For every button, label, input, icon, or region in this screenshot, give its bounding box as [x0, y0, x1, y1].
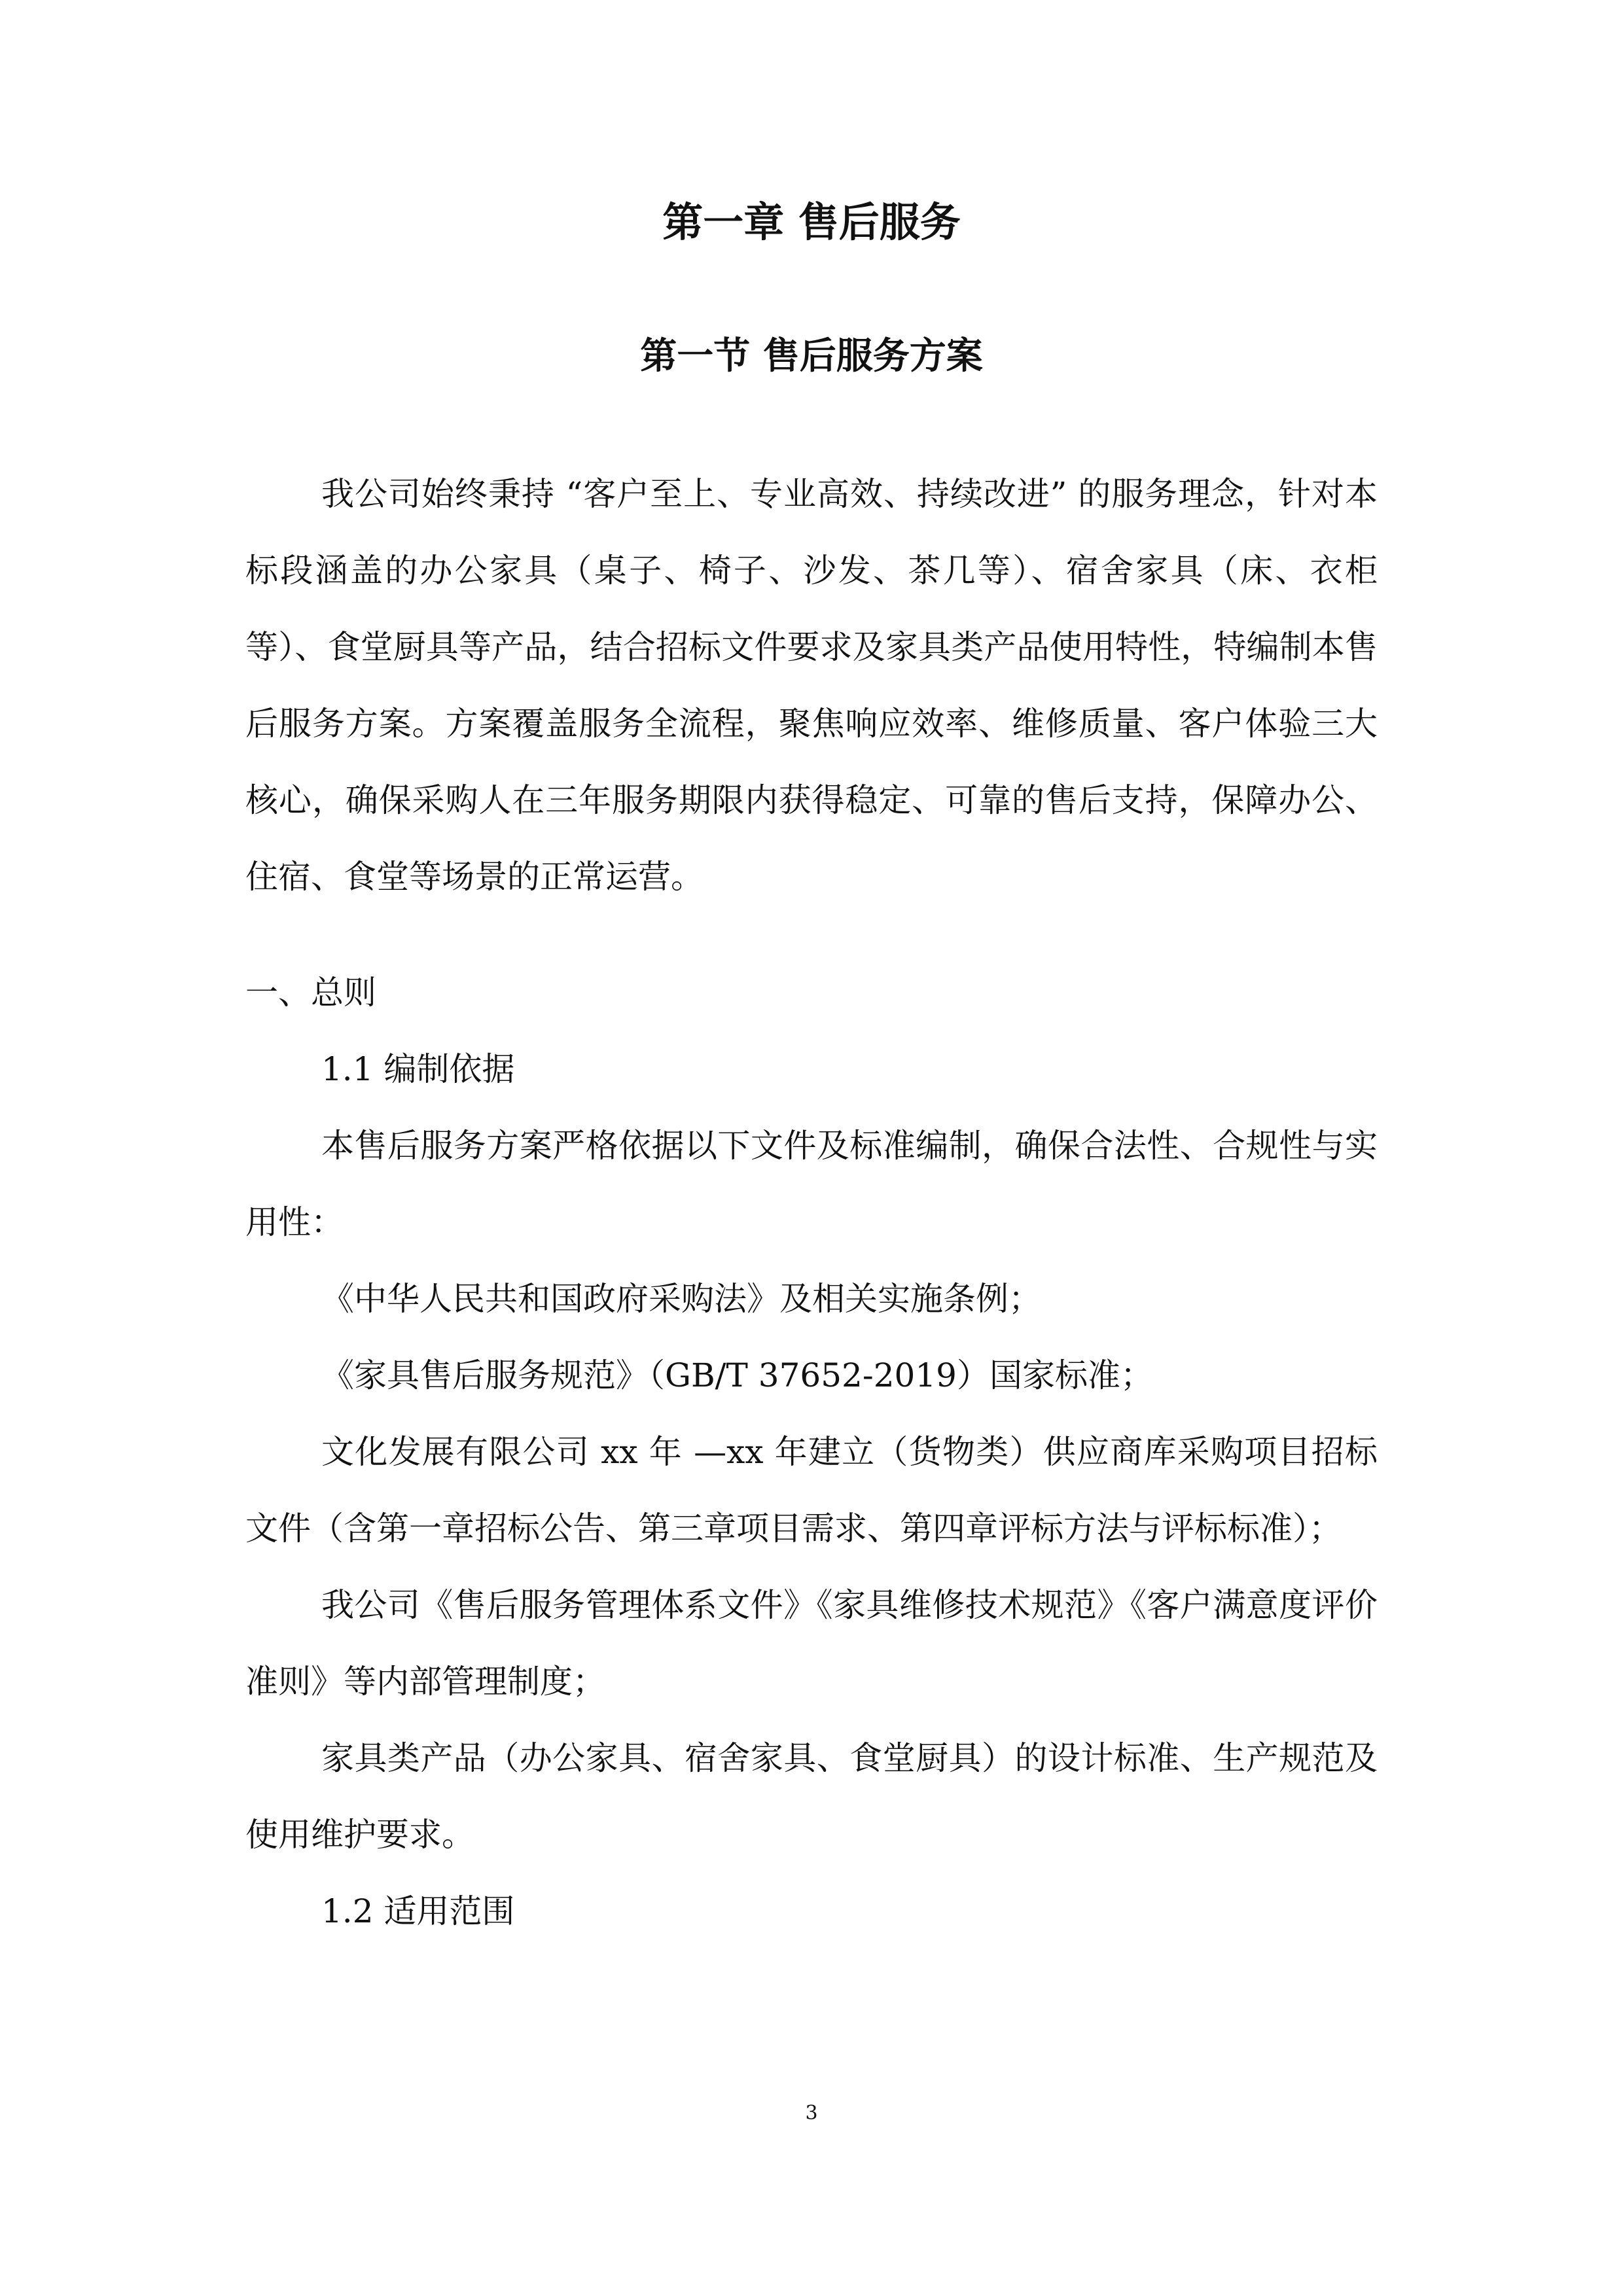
basis-item: 我公司《售后服务管理体系文件》《家具维修技术规范》《客户满意度评价准则》等内部管理制度； [245, 1586, 1378, 1701]
basis-item: 家具类产品（办公家具、宿舍家具、食堂厨具）的设计标准、生产规范及使用维护要求。 [245, 1739, 1378, 1854]
chapter-title: 第一章 售后服务 [662, 198, 961, 246]
basis-intro-paragraph: 本售后服务方案严格依据以下文件及标准编制，确保合法性、合规性与实用性： [245, 1127, 1378, 1241]
section-title: 第一节 售后服务方案 [640, 335, 983, 378]
basis-item: 《中华人民共和国政府采购法》及相关实施条例； [321, 1280, 1041, 1318]
page-number: 3 [805, 2102, 818, 2125]
intro-paragraph: 我公司始终秉持 “客户至上、专业高效、持续改进” 的服务理念，针对本标段涵盖的办公家具（桌子、椅子、沙发、茶几等）、宿舍家具（床、衣柜等）、食堂厨具等产品，结合招标文件要求及家具类产品使用特性，特编制本售后服务方案。方案覆盖服务全流程，聚焦响应效率、维修质量、客户体验三大核心，确保采购人在三年服务期限内获得稳定、可靠的售后支持，保障办公、住宿、食堂等场景的正常运营。 [245, 475, 1378, 896]
subheading-basis: 1.1 编制依据 [321, 1050, 515, 1088]
basis-item: 文化发展有限公司 xx 年 —xx 年建立（货物类）供应商库采购项目招标文件（含第一章招标公告、第三章项目需求、第四章评标方法与评标标准）； [245, 1433, 1378, 1547]
document-body [245, 456, 1378, 1950]
heading-general-principles: 一、总则 [245, 974, 376, 1012]
subheading-scope: 1.2 适用范围 [321, 1892, 515, 1930]
basis-item: 《家具售后服务规范》（GB/T 37652-2019）国家标准； [321, 1356, 1153, 1394]
